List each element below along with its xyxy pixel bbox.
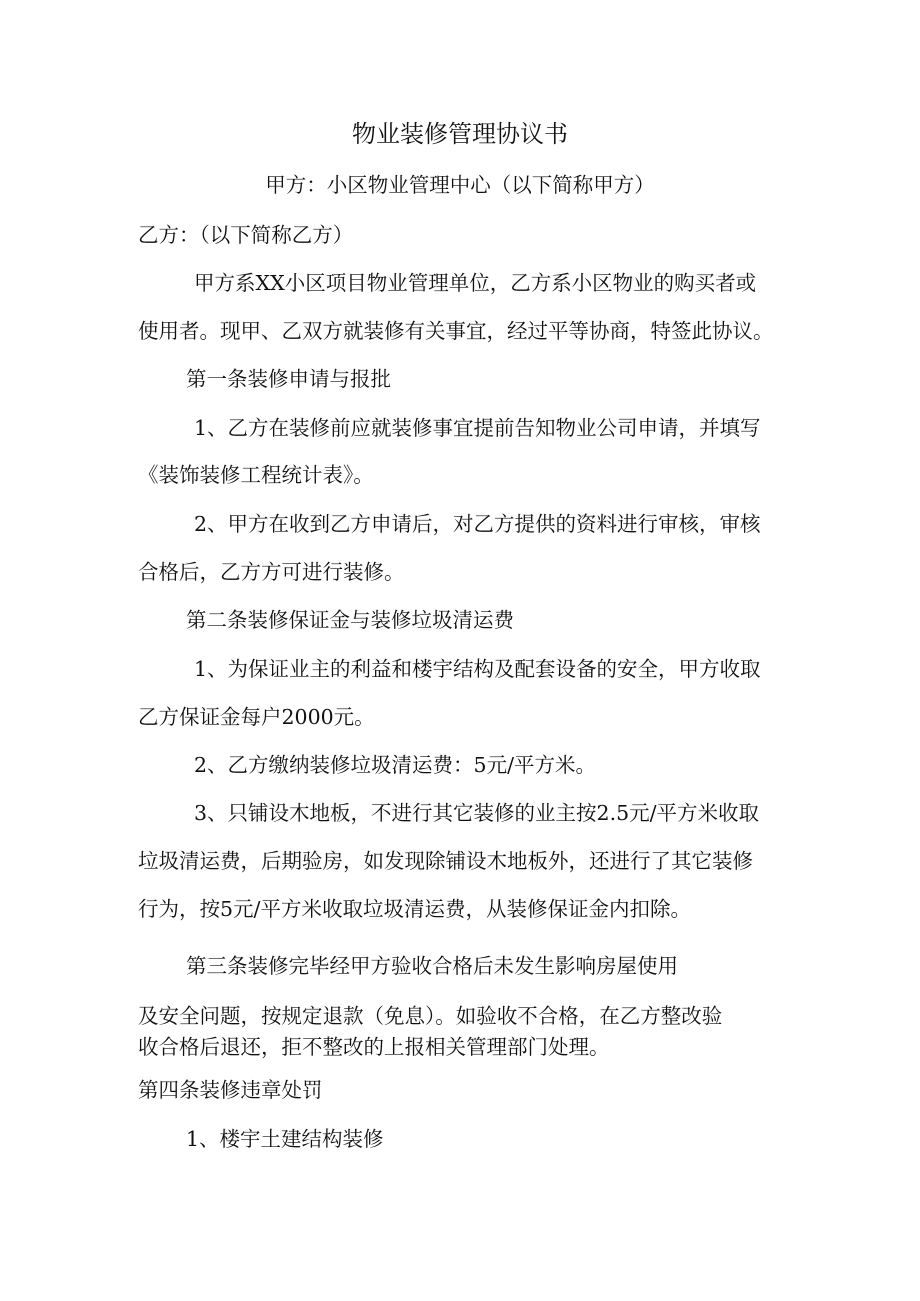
article-2-item-2-line-1: 2、乙方缴纳装修垃圾清运费：5元/平方米。 [194, 753, 596, 777]
article-1-item-2-line-1: 2、甲方在收到乙方申请后，对乙方提供的资料进行审核，审核 [194, 512, 761, 536]
article-2-item-1-line-2: 乙方保证金每户2000元。 [138, 705, 375, 729]
article-3-line-2: 及安全问题，按规定退款（免息）。如验收不合格，在乙方整改验 [138, 1004, 723, 1028]
article-4-item-1-line-1: 1、楼宇土建结构装修 [186, 1127, 384, 1151]
article-2-item-3-line-1: 3、只铺设木地板，不进行其它装修的业主按2.5元/平方米收取 [194, 801, 760, 825]
article-1-item-1-line-2: 《装饰装修工程统计表》。 [138, 463, 374, 487]
intro-line-1: 甲方系XX小区项目物业管理单位，乙方系小区物业的购买者或 [194, 271, 757, 295]
party-b-line: 乙方：（以下简称乙方） [138, 223, 354, 247]
article-3-line-1: 第三条装修完毕经甲方验收合格后未发生影响房屋使用 [186, 954, 678, 978]
article-2-item-1-line-1: 1、为保证业主的利益和楼宇结构及配套设备的安全，甲方收取 [194, 657, 761, 681]
article-1-item-1-line-1: 1、乙方在装修前应就装修事宜提前告知物业公司申请，并填写 [194, 416, 761, 440]
article-2-heading: 第二条装修保证金与装修垃圾清运费 [186, 608, 514, 632]
party-a-line: 甲方：小区物业管理中心（以下简称甲方） [265, 173, 655, 197]
article-3-line-3: 收合格后退还，拒不整改的上报相关管理部门处理。 [138, 1035, 610, 1059]
article-4-heading: 第四条装修违章处罚 [138, 1078, 323, 1102]
article-1-heading: 第一条装修申请与报批 [186, 367, 391, 391]
document-title: 物业装修管理协议书 [352, 120, 568, 148]
article-1-item-2-line-2: 合格后，乙方方可进行装修。 [138, 560, 405, 584]
intro-line-2: 使用者。现甲、乙双方就装修有关事宜，经过平等协商，特签此协议。 [138, 319, 774, 343]
article-2-item-3-line-3: 行为，按5元/平方米收取垃圾清运费，从装修保证金内扣除。 [138, 897, 691, 921]
article-2-item-3-line-2: 垃圾清运费，后期验房，如发现除铺设木地板外，还进行了其它装修 [138, 849, 753, 873]
